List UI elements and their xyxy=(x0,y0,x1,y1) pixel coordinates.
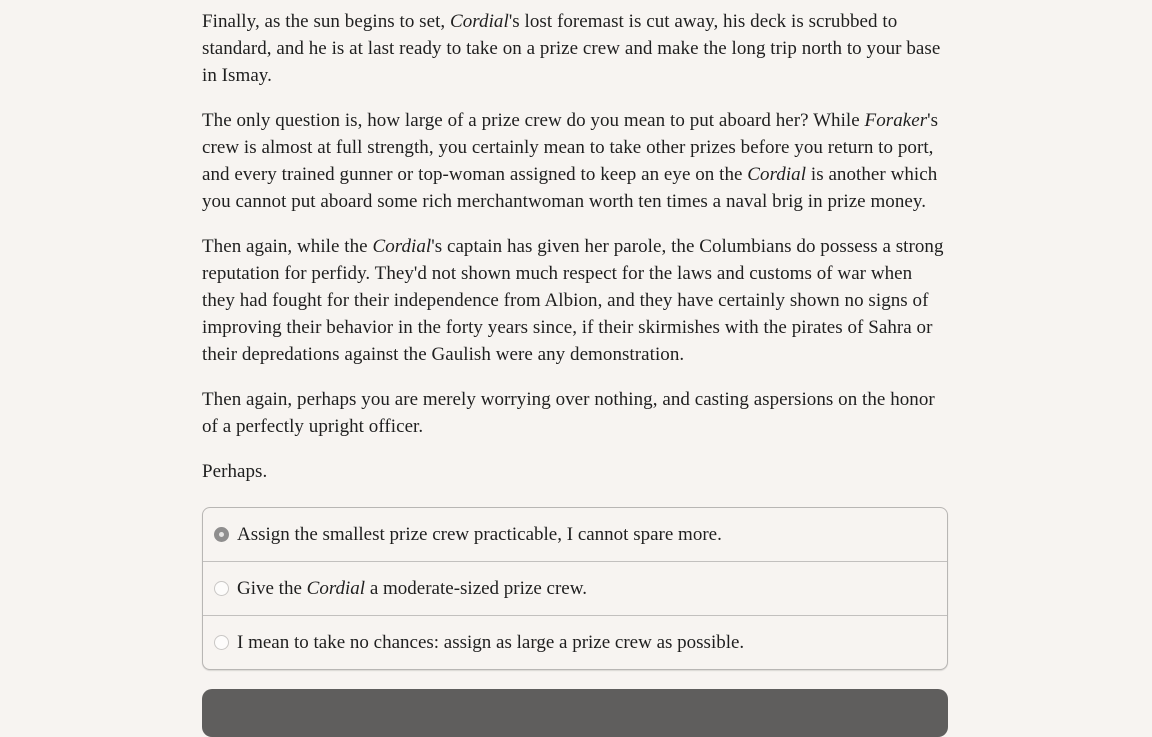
radio-unselected-icon[interactable] xyxy=(214,635,229,650)
choice-label xyxy=(237,578,587,600)
text-segment: is another which you cannot put aboard some rich merchantwoman worth ten times a naval brig in prize money. xyxy=(202,164,938,212)
story-paragraph xyxy=(202,233,948,368)
story-column xyxy=(202,0,948,737)
choice-label xyxy=(237,632,744,654)
choice-option-smallest-crew[interactable] xyxy=(203,508,947,561)
text-segment: Perhaps. xyxy=(202,461,268,482)
text-segment: Assign the smallest prize crew practicable, I cannot spare more. xyxy=(237,523,722,545)
story-paragraph xyxy=(202,458,948,485)
story-paragraph xyxy=(202,8,948,89)
story-paragraph xyxy=(202,386,948,440)
story-paragraph xyxy=(202,107,948,215)
text-segment: The only question is, how large of a prize crew do you mean to put aboard her? While xyxy=(202,110,865,131)
ship-name-italic: Foraker xyxy=(864,110,928,131)
text-segment: 's captain has given her parole, the Columbians do possess a strong reputation for perfidy. They'd not shown much respect for the laws and customs of war when they had fought for their independence from Albion, and they have certainly shown no signs of improving their behavior in the forty years since, if their skirmishes with the pirates of Sahra or their depredations against the Gaulish were any demonstration. xyxy=(202,236,944,365)
text-segment: a moderate-sized prize crew. xyxy=(365,577,587,599)
text-segment: Then again, perhaps you are merely worrying over nothing, and casting aspersions on the honor of a perfectly upright officer. xyxy=(202,389,935,437)
text-segment: I mean to take no chances: assign as large a prize crew as possible. xyxy=(237,631,745,653)
ship-name-italic: Cordial xyxy=(306,577,366,599)
text-segment: Then again, while the xyxy=(202,236,373,257)
choice-label xyxy=(237,524,722,546)
ship-name-italic: Cordial xyxy=(372,236,432,257)
next-button[interactable] xyxy=(202,689,948,737)
radio-unselected-icon[interactable] xyxy=(214,581,229,596)
ship-name-italic: Cordial xyxy=(450,11,509,32)
text-segment: Finally, as the sun begins to set, xyxy=(202,11,451,32)
story-text xyxy=(202,8,948,485)
choice-option-moderate-crew[interactable] xyxy=(203,561,947,615)
choice-option-large-crew[interactable] xyxy=(203,615,947,669)
radio-selected-icon[interactable] xyxy=(214,527,229,542)
ship-name-italic: Cordial xyxy=(747,164,807,185)
text-segment: Give the xyxy=(237,577,307,599)
text-segment: 's lost foremast is cut away, his deck is scrubbed to standard, and he is at last ready to take on a prize crew and make the long trip north to your base in Ismay. xyxy=(202,11,941,86)
choice-list xyxy=(202,507,948,670)
text-segment: 's crew is almost at full strength, you certainly mean to take other prizes before you return to port, and every trained gunner or top-woman assigned to keep an eye on the xyxy=(202,110,939,185)
